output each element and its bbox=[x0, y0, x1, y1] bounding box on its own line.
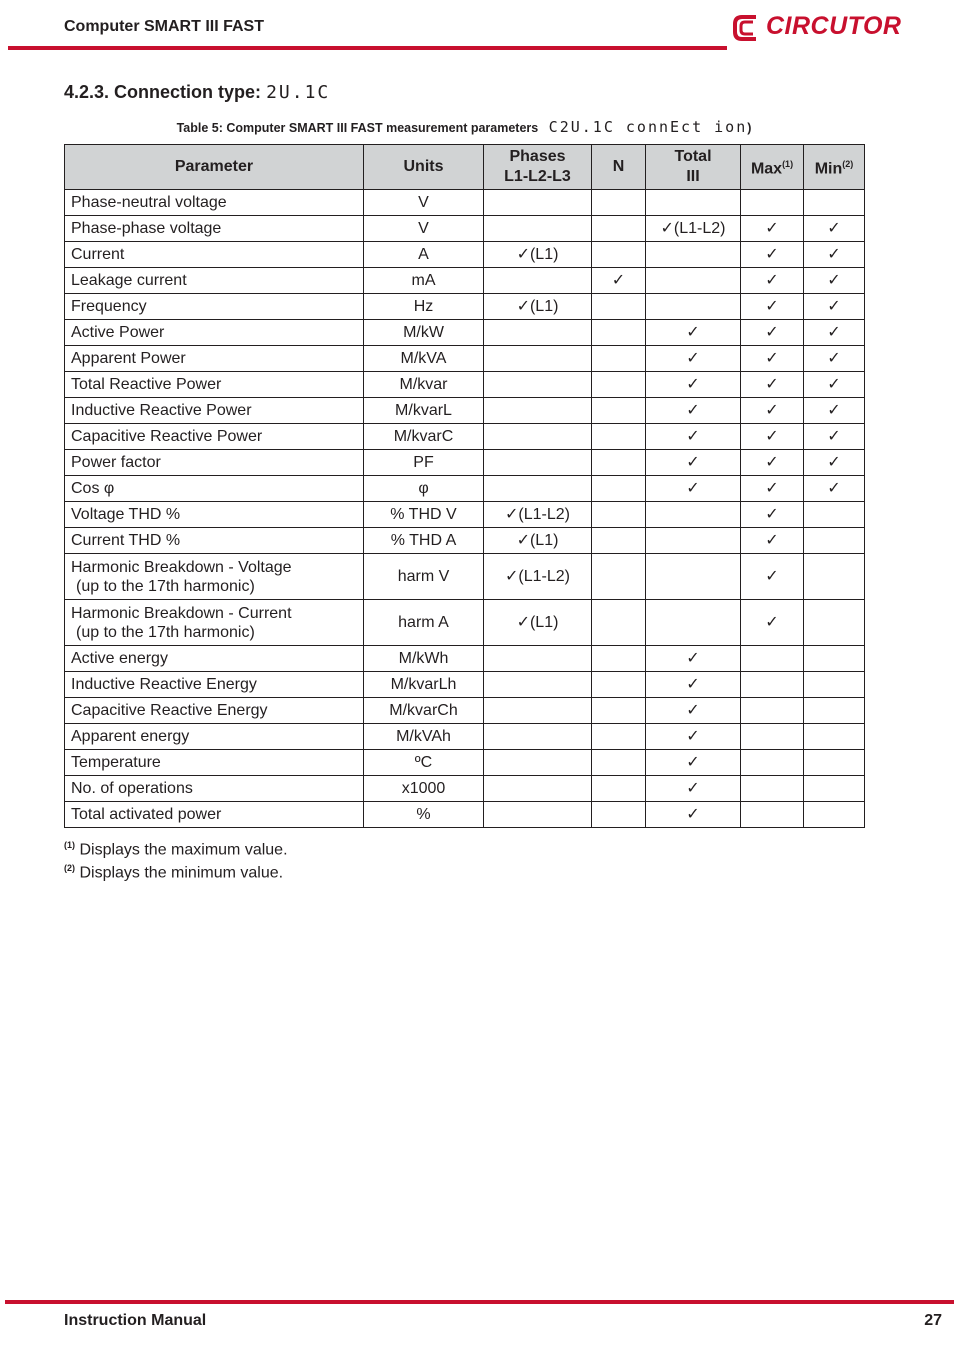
table-row bbox=[65, 242, 865, 268]
cell-parameter bbox=[65, 646, 364, 672]
cell-phases bbox=[484, 424, 592, 450]
header-n: N bbox=[592, 145, 646, 190]
cell-units: M/kvarCh bbox=[364, 698, 484, 724]
cell-min bbox=[804, 528, 865, 554]
cell-min: ✓ bbox=[804, 268, 865, 294]
cell-max: ✓ bbox=[741, 372, 804, 398]
cell-total bbox=[646, 502, 741, 528]
footer-manual-label: Instruction Manual bbox=[64, 1312, 207, 1329]
cell-parameter bbox=[65, 190, 364, 216]
parameter-name: Apparent Power bbox=[71, 350, 186, 367]
table-caption-code: C2U.1C connEct ion bbox=[548, 118, 748, 136]
header-total bbox=[646, 145, 741, 190]
cell-units: V bbox=[364, 216, 484, 242]
cell-max: ✓ bbox=[741, 450, 804, 476]
cell-max: ✓ bbox=[741, 600, 804, 646]
cell-min: ✓ bbox=[804, 216, 865, 242]
footnote-1-mark: (1) bbox=[64, 840, 75, 850]
cell-n bbox=[592, 450, 646, 476]
cell-n bbox=[592, 528, 646, 554]
table-row bbox=[65, 528, 865, 554]
measurement-parameters-table bbox=[64, 144, 865, 828]
cell-total: ✓(L1-L2) bbox=[646, 216, 741, 242]
cell-parameter bbox=[65, 346, 364, 372]
cell-total: ✓ bbox=[646, 450, 741, 476]
section-heading bbox=[64, 82, 330, 103]
table-row bbox=[65, 450, 865, 476]
cell-total bbox=[646, 268, 741, 294]
cell-n bbox=[592, 554, 646, 600]
cell-phases bbox=[484, 750, 592, 776]
header-parameter: Parameter bbox=[65, 145, 364, 190]
parameter-name: Temperature bbox=[71, 754, 161, 771]
header-phases-line1: Phases bbox=[509, 148, 566, 165]
page-number: 27 bbox=[924, 1312, 942, 1329]
cell-max: ✓ bbox=[741, 216, 804, 242]
cell-n bbox=[592, 776, 646, 802]
cell-total: ✓ bbox=[646, 672, 741, 698]
cell-phases bbox=[484, 776, 592, 802]
cell-phases bbox=[484, 190, 592, 216]
cell-max bbox=[741, 190, 804, 216]
cell-parameter bbox=[65, 398, 364, 424]
cell-total bbox=[646, 242, 741, 268]
cell-parameter bbox=[65, 600, 364, 646]
cell-n bbox=[592, 502, 646, 528]
cell-units: PF bbox=[364, 450, 484, 476]
cell-units: M/kVAh bbox=[364, 724, 484, 750]
cell-phases: ✓(L1-L2) bbox=[484, 502, 592, 528]
cell-min: ✓ bbox=[804, 294, 865, 320]
cell-parameter bbox=[65, 424, 364, 450]
cell-min: ✓ bbox=[804, 242, 865, 268]
header-max-note: (1) bbox=[782, 159, 794, 170]
parameter-name: Current THD % bbox=[71, 532, 181, 549]
cell-phases bbox=[484, 646, 592, 672]
table-row bbox=[65, 600, 865, 646]
cell-n bbox=[592, 424, 646, 450]
cell-phases bbox=[484, 476, 592, 502]
cell-total: ✓ bbox=[646, 750, 741, 776]
cell-units: % THD V bbox=[364, 502, 484, 528]
circutor-logo-icon bbox=[730, 10, 764, 44]
cell-phases bbox=[484, 268, 592, 294]
footnote-2 bbox=[64, 863, 283, 882]
cell-n bbox=[592, 646, 646, 672]
cell-phases: ✓(L1) bbox=[484, 528, 592, 554]
cell-units: Hz bbox=[364, 294, 484, 320]
cell-phases bbox=[484, 698, 592, 724]
cell-total: ✓ bbox=[646, 724, 741, 750]
parameter-name: Harmonic Breakdown - Voltage bbox=[71, 558, 292, 576]
cell-phases bbox=[484, 216, 592, 242]
cell-min bbox=[804, 724, 865, 750]
cell-max bbox=[741, 802, 804, 828]
table-header-row bbox=[65, 145, 865, 190]
cell-n bbox=[592, 724, 646, 750]
cell-parameter bbox=[65, 320, 364, 346]
cell-max bbox=[741, 646, 804, 672]
cell-total: ✓ bbox=[646, 346, 741, 372]
footnote-2-mark: (2) bbox=[64, 863, 75, 873]
cell-parameter bbox=[65, 724, 364, 750]
table-row bbox=[65, 216, 865, 242]
cell-units: x1000 bbox=[364, 776, 484, 802]
cell-n bbox=[592, 216, 646, 242]
cell-total bbox=[646, 294, 741, 320]
cell-min bbox=[804, 698, 865, 724]
table-caption bbox=[64, 118, 864, 136]
cell-total bbox=[646, 554, 741, 600]
cell-units: M/kW bbox=[364, 320, 484, 346]
cell-min bbox=[804, 502, 865, 528]
cell-parameter bbox=[65, 372, 364, 398]
cell-units: mA bbox=[364, 268, 484, 294]
cell-n bbox=[592, 672, 646, 698]
cell-n bbox=[592, 372, 646, 398]
cell-min bbox=[804, 672, 865, 698]
cell-phases: ✓(L1) bbox=[484, 600, 592, 646]
header-min-note: (2) bbox=[842, 159, 854, 170]
cell-max bbox=[741, 750, 804, 776]
table-row bbox=[65, 398, 865, 424]
cell-min: ✓ bbox=[804, 476, 865, 502]
cell-min: ✓ bbox=[804, 424, 865, 450]
cell-parameter bbox=[65, 242, 364, 268]
header-units: Units bbox=[364, 145, 484, 190]
cell-parameter bbox=[65, 776, 364, 802]
cell-phases: ✓(L1) bbox=[484, 242, 592, 268]
parameter-name: Phase-phase voltage bbox=[71, 220, 222, 237]
cell-min bbox=[804, 750, 865, 776]
cell-phases bbox=[484, 346, 592, 372]
cell-parameter bbox=[65, 268, 364, 294]
cell-n bbox=[592, 600, 646, 646]
cell-units: harm A bbox=[364, 600, 484, 646]
parameter-name: Inductive Reactive Power bbox=[71, 402, 252, 419]
table-row bbox=[65, 476, 865, 502]
footnote-1 bbox=[64, 840, 288, 859]
cell-parameter bbox=[65, 672, 364, 698]
cell-max: ✓ bbox=[741, 424, 804, 450]
table-row bbox=[65, 424, 865, 450]
cell-max bbox=[741, 724, 804, 750]
header-phases bbox=[484, 145, 592, 190]
table-row bbox=[65, 802, 865, 828]
parameter-name: Voltage THD % bbox=[71, 506, 181, 523]
table-row bbox=[65, 320, 865, 346]
cell-phases: ✓(L1) bbox=[484, 294, 592, 320]
cell-max: ✓ bbox=[741, 502, 804, 528]
cell-total: ✓ bbox=[646, 776, 741, 802]
cell-units: M/kvarC bbox=[364, 424, 484, 450]
connection-mode-code: 2U.1C bbox=[266, 82, 331, 103]
parameter-name: Total activated power bbox=[71, 806, 222, 823]
cell-total bbox=[646, 528, 741, 554]
cell-total bbox=[646, 190, 741, 216]
section-heading-text: 4.2.3. Connection type: bbox=[64, 82, 262, 102]
cell-total: ✓ bbox=[646, 476, 741, 502]
cell-phases bbox=[484, 724, 592, 750]
cell-units: ºC bbox=[364, 750, 484, 776]
cell-max bbox=[741, 776, 804, 802]
cell-min bbox=[804, 600, 865, 646]
cell-parameter bbox=[65, 294, 364, 320]
cell-parameter bbox=[65, 554, 364, 600]
cell-total bbox=[646, 600, 741, 646]
brand-wordmark: CIRCUTOR bbox=[766, 12, 902, 40]
table-row bbox=[65, 190, 865, 216]
parameter-name: Harmonic Breakdown - Current bbox=[71, 604, 292, 622]
parameter-name: Cos φ bbox=[71, 480, 115, 497]
table-row bbox=[65, 294, 865, 320]
table-row bbox=[65, 346, 865, 372]
cell-phases bbox=[484, 398, 592, 424]
cell-parameter bbox=[65, 450, 364, 476]
cell-units: harm V bbox=[364, 554, 484, 600]
cell-n bbox=[592, 398, 646, 424]
cell-total: ✓ bbox=[646, 372, 741, 398]
cell-parameter bbox=[65, 698, 364, 724]
cell-units: % bbox=[364, 802, 484, 828]
cell-min: ✓ bbox=[804, 398, 865, 424]
parameter-name: Capacitive Reactive Power bbox=[71, 428, 263, 445]
cell-min: ✓ bbox=[804, 346, 865, 372]
table-caption-text: Table 5: Computer SMART III FAST measurement parameters bbox=[176, 121, 539, 135]
cell-n bbox=[592, 190, 646, 216]
cell-units: M/kVA bbox=[364, 346, 484, 372]
parameter-name: Current bbox=[71, 246, 125, 263]
table-row bbox=[65, 724, 865, 750]
table-row bbox=[65, 268, 865, 294]
table-row bbox=[65, 750, 865, 776]
cell-max: ✓ bbox=[741, 268, 804, 294]
cell-min bbox=[804, 802, 865, 828]
cell-n bbox=[592, 242, 646, 268]
parameter-note: (up to the 17th harmonic) bbox=[76, 577, 255, 595]
cell-max: ✓ bbox=[741, 398, 804, 424]
header-max-label: Max bbox=[750, 160, 783, 178]
document-title: Computer SMART III FAST bbox=[64, 18, 264, 35]
table-row bbox=[65, 554, 865, 600]
cell-parameter bbox=[65, 750, 364, 776]
cell-units: M/kWh bbox=[364, 646, 484, 672]
cell-max bbox=[741, 698, 804, 724]
parameter-name: Power factor bbox=[71, 454, 161, 471]
cell-parameter bbox=[65, 802, 364, 828]
parameter-name: Total Reactive Power bbox=[71, 376, 222, 393]
cell-total: ✓ bbox=[646, 320, 741, 346]
cell-total: ✓ bbox=[646, 424, 741, 450]
brand-logo bbox=[730, 8, 910, 46]
cell-min: ✓ bbox=[804, 372, 865, 398]
cell-max: ✓ bbox=[741, 294, 804, 320]
table-row bbox=[65, 372, 865, 398]
table-body bbox=[65, 190, 865, 828]
parameter-name: Phase-neutral voltage bbox=[71, 194, 227, 211]
cell-max: ✓ bbox=[741, 320, 804, 346]
table-row bbox=[65, 646, 865, 672]
cell-units: V bbox=[364, 190, 484, 216]
cell-min bbox=[804, 554, 865, 600]
parameter-name: Active Power bbox=[71, 324, 165, 341]
cell-parameter bbox=[65, 502, 364, 528]
header-min bbox=[804, 145, 865, 190]
cell-min bbox=[804, 776, 865, 802]
cell-min bbox=[804, 190, 865, 216]
cell-n bbox=[592, 346, 646, 372]
footnote-2-text: Displays the minimum value. bbox=[79, 864, 284, 882]
cell-phases bbox=[484, 450, 592, 476]
parameter-name: Inductive Reactive Energy bbox=[71, 676, 257, 693]
cell-parameter bbox=[65, 476, 364, 502]
cell-units: M/kvar bbox=[364, 372, 484, 398]
cell-min: ✓ bbox=[804, 320, 865, 346]
cell-units: M/kvarLh bbox=[364, 672, 484, 698]
cell-max: ✓ bbox=[741, 346, 804, 372]
cell-units: % THD A bbox=[364, 528, 484, 554]
cell-total: ✓ bbox=[646, 646, 741, 672]
cell-parameter bbox=[65, 528, 364, 554]
cell-phases bbox=[484, 372, 592, 398]
cell-units: A bbox=[364, 242, 484, 268]
cell-n bbox=[592, 750, 646, 776]
header-max bbox=[741, 145, 804, 190]
parameter-name: Frequency bbox=[71, 298, 147, 315]
cell-max: ✓ bbox=[741, 476, 804, 502]
cell-phases: ✓(L1-L2) bbox=[484, 554, 592, 600]
footer-divider bbox=[5, 1300, 954, 1304]
parameter-name: Leakage current bbox=[71, 272, 187, 289]
cell-phases bbox=[484, 672, 592, 698]
table-row bbox=[65, 502, 865, 528]
cell-n bbox=[592, 802, 646, 828]
cell-units: M/kvarL bbox=[364, 398, 484, 424]
footnote-1-text: Displays the maximum value. bbox=[79, 841, 288, 859]
cell-max bbox=[741, 672, 804, 698]
cell-total: ✓ bbox=[646, 802, 741, 828]
table-row bbox=[65, 698, 865, 724]
parameter-name: Active energy bbox=[71, 650, 168, 667]
parameter-name: Capacitive Reactive Energy bbox=[71, 702, 268, 719]
cell-n bbox=[592, 698, 646, 724]
header-total-line2: III bbox=[686, 168, 700, 185]
cell-n bbox=[592, 476, 646, 502]
cell-total: ✓ bbox=[646, 698, 741, 724]
table-row bbox=[65, 776, 865, 802]
cell-units: φ bbox=[364, 476, 484, 502]
table-row bbox=[65, 672, 865, 698]
cell-phases bbox=[484, 802, 592, 828]
table-caption-close: ) bbox=[747, 121, 752, 135]
cell-n bbox=[592, 294, 646, 320]
cell-max: ✓ bbox=[741, 554, 804, 600]
cell-parameter bbox=[65, 216, 364, 242]
cell-max: ✓ bbox=[741, 242, 804, 268]
cell-n: ✓ bbox=[592, 268, 646, 294]
header-phases-line2: L1-L2-L3 bbox=[504, 168, 571, 185]
header-min-label: Min bbox=[814, 160, 843, 178]
header-total-line1: Total bbox=[674, 148, 712, 165]
cell-total: ✓ bbox=[646, 398, 741, 424]
cell-min bbox=[804, 646, 865, 672]
cell-max: ✓ bbox=[741, 528, 804, 554]
cell-min: ✓ bbox=[804, 450, 865, 476]
header-divider bbox=[8, 46, 727, 50]
cell-n bbox=[592, 320, 646, 346]
parameter-name: No. of operations bbox=[71, 780, 193, 797]
parameter-note: (up to the 17th harmonic) bbox=[76, 623, 255, 641]
cell-phases bbox=[484, 320, 592, 346]
parameter-name: Apparent energy bbox=[71, 728, 190, 745]
